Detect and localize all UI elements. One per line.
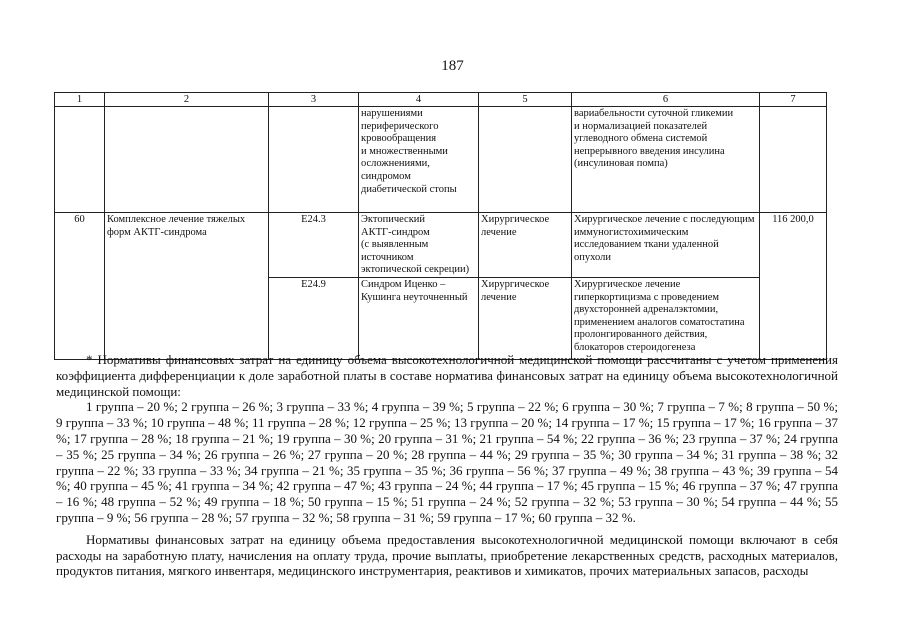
text-line: лечение	[481, 226, 517, 238]
cell-treatment-type	[479, 213, 572, 278]
cell-method	[572, 277, 760, 359]
text-line: Хирургическое лечение	[574, 278, 681, 290]
text-line: кровообращения	[361, 133, 437, 145]
text-line: синдромом	[361, 170, 411, 182]
cell-num	[55, 213, 105, 360]
text-line: и множественными	[361, 145, 448, 157]
footnote-paragraph: * Нормативы финансовых затрат на единицу объема высокотехнологичной медицинской помощи рассчитаны с учетом применения коэффициента дифференциации к доле заработной платы в составе норматива финансовых затрат на единицу объема высокотехнологичной медицинской помощи:	[56, 352, 838, 399]
header-cell: 5	[479, 93, 572, 107]
header-cell: 7	[760, 93, 827, 107]
header-row	[55, 93, 827, 107]
table-row-continued	[55, 107, 827, 213]
text-line: непрерывного введения инсулина	[574, 145, 725, 157]
text-line: Хирургическое	[481, 214, 550, 225]
cell-name	[105, 107, 269, 213]
header-cell: 6	[572, 93, 760, 107]
cell-diagnosis	[359, 107, 479, 213]
text-line: Синдром Иценко –	[361, 278, 446, 290]
text-line: источником	[361, 251, 414, 263]
text-line: эктопической секреции)	[361, 264, 470, 276]
text-line: осложнениями,	[361, 158, 430, 170]
cell-code	[269, 277, 359, 359]
notes-section	[56, 352, 838, 579]
cell-code	[269, 213, 359, 278]
expenses-paragraph: Нормативы финансовых затрат на единицу объема предоставления высокотехнологичной медицинской помощи включают в себя расходы на заработную плату, начисления на оплату труда, прочие выплаты, приобретение лекарственных средств, расходных материалов, продуктов питания, мягкого инвентаря, медицинского инструментария, реактивов и химикатов, прочих материальных запасов, расходы	[56, 531, 838, 579]
text-line: Комплексное лечение тяжелых	[107, 214, 246, 225]
groups-coefficients-paragraph: 1 группа – 20 %; 2 группа – 26 %; 3 группа – 33 %; 4 группа – 39 %; 5 группа – 22 %; 6 группа – 30 %; 7 группа – 7 %; 8 группа – 50 %; 9 группа – 33 %; 10 группа – 48 %; 11 группа – 28 %; 12 группа – 25 %; 13 группа – 20 %; 14 группа – 17 %; 15 группа – 17 %; 16 группа – 37 %; 17 группа – 28 %; 18 группа – 21 %; 19 группа – 30 %; 20 группа – 31 %; 21 группа – 54 %; 22 группа – 36 %; 23 группа – 37 %; 24 группа – 35 %; 25 группа – 34 %; 26 группа – 26 %; 27 группа – 20 %; 28 группа – 44 %; 29 группа – 35 %; 30 группа – 34 %; 31 группа – 38 %; 32 группа – 22 %; 33 группа – 33 %; 34 группа – 21 %; 35 группа – 35 %; 36 группа – 56 %; 37 группа – 49 %; 38 группа – 43 %; 39 группа – 54 %; 40 группа – 45 %; 41 группа – 34 %; 42 группа – 47 %; 43 группа – 24 %; 44 группа – 17 %; 45 группа – 15 %; 46 группа – 37 %; 47 группа – 16 %; 48 группа – 52 %; 49 группа – 18 %; 50 группа – 15 %; 51 группа – 24 %; 52 группа – 32 %; 53 группа – 30 %; 54 группа – 44 %; 55 группа – 9 %; 56 группа – 28 %; 57 группа – 32 %; 58 группа – 31 %; 59 группа – 17 %; 60 группа – 32 %.	[56, 399, 838, 525]
text-line: вариабельности суточной гликемии	[574, 108, 734, 119]
text-line: пролонгированного действия,	[574, 329, 708, 341]
cell-diagnosis	[359, 213, 479, 278]
cell-treatment-type	[479, 107, 572, 213]
cell-code	[269, 107, 359, 213]
text-line: Хирургическое	[481, 278, 550, 290]
header-cell: 3	[269, 93, 359, 107]
text-line: иммуногистохимическим	[574, 226, 689, 238]
text-line: и нормализацией показателей	[574, 120, 708, 132]
page-number: 187	[441, 58, 464, 74]
text-line: нарушениями	[361, 108, 423, 119]
price-value: 116 200,0	[772, 214, 814, 225]
cell-method	[572, 213, 760, 278]
text-line: опухоли	[574, 251, 611, 263]
vmp-table	[54, 92, 827, 360]
text-line: углеводного обмена системой	[574, 133, 708, 145]
cell-num	[55, 107, 105, 213]
text-line: блокаторов стероидогенеза	[574, 341, 696, 353]
icd-code: E24.9	[301, 278, 326, 290]
cell-treatment-type	[479, 277, 572, 359]
text-line: двухсторонней адреналэктомии,	[574, 304, 719, 316]
text-line: Хирургическое лечение с последующим	[574, 214, 755, 225]
text-line: (инсулиновая помпа)	[574, 158, 668, 170]
text-line: АКТГ-синдром	[361, 226, 430, 238]
text-line: Эктопический	[361, 214, 426, 225]
cell-name	[105, 213, 269, 360]
header-cell: 4	[359, 93, 479, 107]
text-line: диабетической стопы	[361, 183, 457, 195]
cell-price	[760, 107, 827, 213]
text-line: (с выявленным	[361, 239, 429, 251]
icd-code: E24.3	[301, 214, 326, 225]
text-line: лечение	[481, 291, 517, 303]
header-cell: 1	[55, 93, 105, 107]
text-line: гиперкортицизма с проведением	[574, 291, 720, 303]
header-cell: 2	[105, 93, 269, 107]
cell-diagnosis	[359, 277, 479, 359]
cell-method	[572, 107, 760, 213]
text-line: периферического	[361, 120, 439, 132]
cell-price	[760, 213, 827, 360]
text-line: форм АКТГ-синдрома	[107, 226, 207, 238]
text-line: исследованием ткани удаленной	[574, 239, 719, 251]
table-row-60-a	[55, 213, 827, 278]
text-line: применением аналогов соматостатина	[574, 316, 745, 328]
text-line: Кушинга неуточненный	[361, 291, 468, 303]
row-number: 60	[74, 214, 85, 225]
